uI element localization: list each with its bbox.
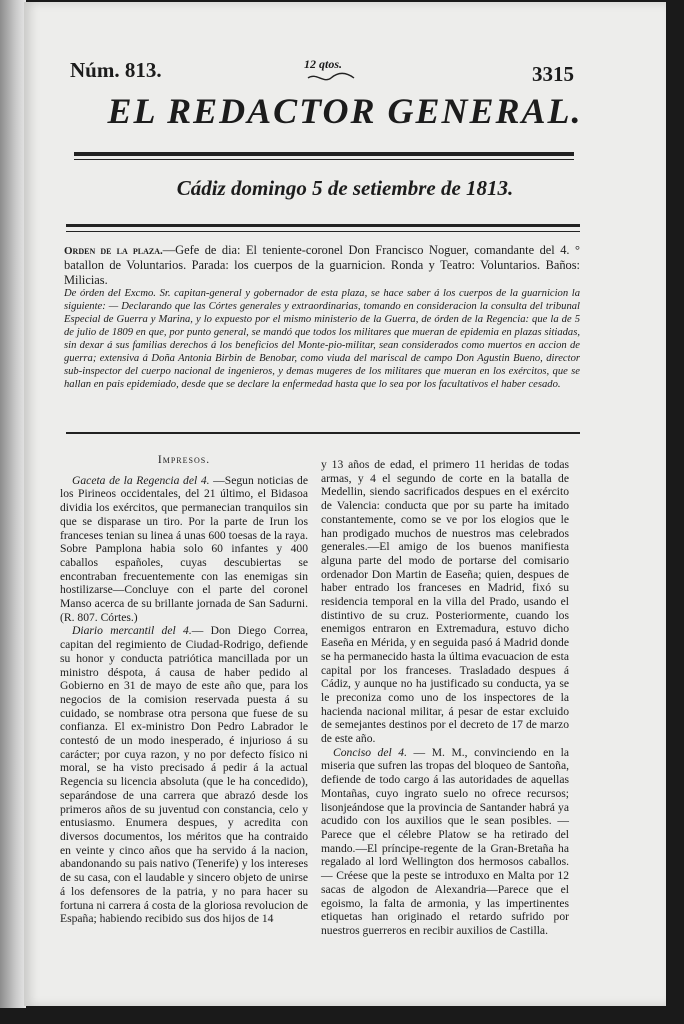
paragraph-text: — Don Diego Correa, capitan del regimiento de Ciudad-Rodrigo, defiende su honor y conducta patriótica mancillada por un ministro déspota, á causa de haber pedido al Gobierno en 31 de mayo de este año que, para los negocios de la comision reservada puesta á su cuidado, se nombrase otra persona que fuese de su confianza. El ex-ministro Don Pedro Labrador le contestó de un modo inesperado, é injurioso á su carácter; por cuya razon, y no por defecto físico ni moral, se ha visto precisado á pedir á la actual Regencia su licencia absoluta (que le ha concedido), separándose de una carrera que abrazó desde los primeros años de su juventud con constancia, celo y entusiasmo. Enumera despues, y acredita con diversos documentos, los méritos que ha contraido en veinte y cinco años que ha servido á la nacion, abandonando su pais nativo (Tenerife) y los intereses de su casa, con el laudable y sincero objeto de unirse á los defensores de la patria, y no para hacer su fortuna ni carrera á costa de la gloriosa revolucion de España; habiendo recibido sus dos hijos de 14: [60, 624, 309, 926]
section-rule-thin: [66, 231, 580, 232]
impresos-paragraph: [60, 624, 308, 925]
masthead-rule: [74, 152, 574, 156]
impresos-paragraph: [321, 458, 569, 746]
impresos-heading: Impresos.: [157, 454, 211, 466]
impresos-left-column: [60, 454, 308, 926]
book-binding: [0, 0, 26, 1008]
newspaper-page: [24, 2, 666, 1006]
orden-de-la-plaza: [64, 243, 580, 391]
price-note: 12 qtos.: [304, 57, 343, 71]
masthead-title: EL REDACTOR GENERAL.: [107, 91, 583, 131]
page-number: 3315: [532, 62, 574, 86]
impresos-paragraph: [60, 474, 308, 625]
impresos-rule: [66, 432, 580, 434]
paragraph-text: —Segun noticias de los Pirineos occidentales, del 21 último, el Bidasoa dividia los exércitos, que permanecian tranquilos sin que se disparase un tiro. Por la parte de Irun los franceses tenian su linea á unas 600 toesas de la raya. Sobre Pamplona habia solo 60 infantes y 400 caballos españoles, cuyas descubiertas se encontraban frecuentemente con las enemigas sin hostilizarse—Concluye con el parte del coronel Manso acerca de su brillante jornada de San Sadurni. (R. 807. Córtes.): [60, 473, 308, 624]
dateline: Cádiz domingo 5 de setiembre de 1813.: [176, 176, 514, 200]
orden-label: Orden de la plaza.: [64, 245, 163, 257]
orden-body: —Gefe de dia: El teniente-coronel Don Francisco Noguer, comandante del 4. ° batallon de Voluntarios. Parada: los cuerpos de la guarnicion. Ronda y Teatro: Voluntarios. Baños: Milicias.: [64, 243, 580, 287]
orden-decree: De órden del Excmo. Sr. capitan-general y gobernador de esta plaza, se hace saber á los cuerpos de la guarnicion la siguiente: — Declarando que las Córtes generales y extraordinarias, tomando en consideracion la consulta del tribunal Especial de Guerra y Marina, y lo expuesto por el mismo ministerio de la Guerra, de órden de la Regencia: que la de 5 de julio de 1809 en que, por punto general, se mandó que todos los militares que mueran de epidemia en plazas sitiadas, sin dexar á sus familias derechos á los beneficios del Monte-pio-militar, sean considerados como muertos en accion de guerra; extensiva á Doña Antonia Birbin de Benobar, como viuda del mariscal de campo Don Agustin Bueno, director sub-inspector del cuerpo nacional de ingenieros, y demas mugeres de los militares que mueran en los exércitos, que se hallan en pais epidemiado, desde que se declare la enfermedad hasta que lo sea por los facultativos el haber cesado.: [64, 287, 580, 390]
paragraph-lead: Gaceta de la Regencia del 4.: [72, 473, 210, 487]
paragraph-text: — M. M., convinciendo en la miseria que sufren las tropas del bloqueo de Santoña, defiende de todo cargo á las autoridades de aquellas Montañas, cuyo ingrato suelo no ofrece recursos; lisonjeándose que la provincia de Santander habrá ya acudido con los auxilios que le sean posibles. — Parece que el célebre Platow se ha retirado del mando.—El príncipe-regente de la Gran-Bretaña ha regalado al lord Wellington dos hermosos caballos.— Créese que la peste se introduxo en Malta por 12 sacas de algodon de Alexandria—Parece que el egoismo, la falta de armonia, y las impertinentes etiquetas han originado el retardo sufrido por nuestros guerreros en recibir auxilios de Castilla.: [321, 745, 569, 937]
paragraph-lead: Conciso del 4.: [333, 745, 407, 759]
impresos-paragraph: [321, 746, 569, 938]
paragraph-text: y 13 años de edad, el primero 11 heridas de todas armas, y 4 el segundo de corte en la batalla de Medellin, siendo sacrificados despues en el exército de Valencia: conducta que por su parte ha imitado constantemente, como se ve por los elogios que le han prodigado muchos de nuestros mas celebrados generales.—El amigo de los buenos manifiesta alguna parte del modo de portarse del comisario ordenador Don Martin de Easeña; quien, despues de haber entrado los franceses en Madrid, fixó su residencia temporal en la villa del Prado, usando el distintivo de su cruz. Posteriormente, cuando los enemigos entraron en Extremadura, estuvo dicho Easeña en Mérida, y en seguida pasó á Madrid donde se ha permanecido hasta la última evacuacion de esta capital por los franceses. Trasladado despues á Cádiz, y aunque no ha justificado su conducta, ya se le preconiza como uno de los inspectores de la hacienda nacional militar, á pesar de estar excluido de semejantes destinos por el decreto de 17 de marzo de este año.: [321, 458, 569, 746]
issue-number: Núm. 813.: [70, 58, 162, 82]
masthead-rule-thin: [74, 159, 574, 160]
section-rule: [66, 224, 580, 227]
paragraph-lead: Diario mercantil del 4.: [72, 624, 192, 638]
ornament-swirl-icon: [306, 72, 356, 84]
impresos-right-column: [321, 458, 569, 938]
